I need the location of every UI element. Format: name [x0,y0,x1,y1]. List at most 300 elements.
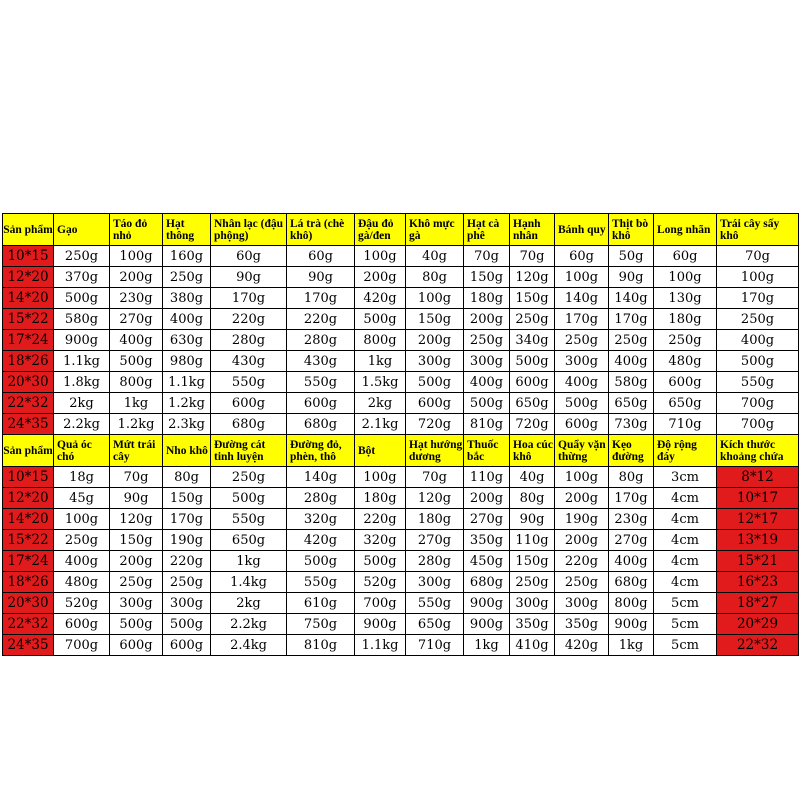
weight-cell: 250g [609,330,654,351]
weight-cell: 250g [510,309,555,330]
weight-cell: 810g [287,635,355,656]
weight-cell: 550g [211,372,287,393]
weight-cell: 800g [355,330,406,351]
weight-cell: 70g [110,467,163,488]
weight-cell: 650g [654,393,717,414]
weight-cell: 70g [717,246,799,267]
weight-cell: 5cm [654,635,717,656]
weight-cell: 200g [406,330,464,351]
column-header: Nhân lạc (đậu phộng) [211,214,287,246]
weight-cell: 500g [355,551,406,572]
weight-cell: 500g [406,372,464,393]
weight-cell: 750g [287,614,355,635]
bag-size-cell: 18*26 [3,351,54,372]
weight-cell: 120g [406,488,464,509]
weight-cell: 600g [510,372,555,393]
weight-cell: 60g [555,246,609,267]
weight-cell: 700g [355,593,406,614]
weight-cell: 220g [355,509,406,530]
weight-cell: 500g [355,309,406,330]
weight-cell: 700g [54,635,110,656]
capacity-size-cell: 20*29 [717,614,799,635]
weight-cell: 1.2kg [110,414,163,435]
weight-cell: 70g [510,246,555,267]
weight-cell: 720g [406,414,464,435]
column-header: Bánh quy [555,214,609,246]
bag-size-cell: 22*32 [3,393,54,414]
column-header: Gạo [54,214,110,246]
bag-size-cell: 17*24 [3,551,54,572]
column-header: Mứt trái cây [110,435,163,467]
weight-cell: 730g [609,414,654,435]
weight-cell: 480g [54,572,110,593]
weight-cell: 900g [464,593,510,614]
weight-cell: 900g [609,614,654,635]
weight-cell: 380g [163,288,211,309]
bag-size-cell: 22*32 [3,614,54,635]
weight-cell: 300g [464,351,510,372]
table-row [3,267,799,288]
weight-cell: 350g [555,614,609,635]
weight-cell: 500g [717,351,799,372]
weight-cell: 90g [609,267,654,288]
weight-cell: 500g [110,351,163,372]
column-header: Sản phẩm [3,214,54,246]
weight-cell: 710g [406,635,464,656]
weight-cell: 150g [163,488,211,509]
weight-cell: 600g [211,393,287,414]
weight-cell: 170g [717,288,799,309]
weight-cell: 100g [654,267,717,288]
weight-cell: 200g [555,488,609,509]
weight-cell: 420g [355,288,406,309]
table-row [3,572,799,593]
column-header: Trái cây sấy khô [717,214,799,246]
weight-cell: 4cm [654,509,717,530]
bag-size-cell: 10*15 [3,246,54,267]
column-header: Hoa cúc khô [510,435,555,467]
weight-cell: 90g [110,488,163,509]
weight-cell: 160g [163,246,211,267]
weight-cell: 220g [211,309,287,330]
weight-cell: 190g [555,509,609,530]
weight-cell: 700g [717,414,799,435]
weight-cell: 550g [406,593,464,614]
table-row [3,551,799,572]
weight-cell: 70g [464,246,510,267]
weight-cell: 4cm [654,551,717,572]
weight-cell: 5cm [654,614,717,635]
weight-cell: 980g [163,351,211,372]
weight-cell: 100g [406,288,464,309]
weight-cell: 180g [464,288,510,309]
column-header: Độ rộng đáy [654,435,717,467]
weight-cell: 170g [163,509,211,530]
weight-cell: 420g [287,530,355,551]
weight-cell: 200g [555,530,609,551]
weight-cell: 280g [287,330,355,351]
table-row [3,530,799,551]
column-header: Quả óc chó [54,435,110,467]
weight-cell: 810g [464,414,510,435]
weight-cell: 250g [510,572,555,593]
weight-cell: 250g [54,530,110,551]
weight-cell: 2.3kg [163,414,211,435]
table-row [3,309,799,330]
weight-cell: 550g [717,372,799,393]
weight-cell: 350g [464,530,510,551]
weight-cell: 150g [510,288,555,309]
weight-cell: 500g [163,614,211,635]
weight-cell: 190g [163,530,211,551]
weight-cell: 150g [110,530,163,551]
weight-cell: 300g [510,593,555,614]
column-header: Hạnh nhân [510,214,555,246]
weight-cell: 60g [287,246,355,267]
weight-cell: 50g [609,246,654,267]
weight-cell: 90g [211,267,287,288]
weight-cell: 450g [464,551,510,572]
weight-cell: 170g [609,488,654,509]
weight-cell: 1kg [464,635,510,656]
weight-cell: 90g [287,267,355,288]
weight-cell: 650g [406,614,464,635]
weight-cell: 700g [717,393,799,414]
column-header: Thuốc bắc [464,435,510,467]
bag-size-cell: 17*24 [3,330,54,351]
weight-cell: 270g [110,309,163,330]
weight-cell: 280g [211,330,287,351]
bag-size-cell: 20*30 [3,372,54,393]
weight-cell: 170g [555,309,609,330]
weight-cell: 60g [211,246,287,267]
weight-cell: 250g [464,330,510,351]
weight-cell: 300g [163,593,211,614]
weight-cell: 550g [287,572,355,593]
weight-cell: 650g [510,393,555,414]
column-header: Kẹo đường [609,435,654,467]
weight-cell: 480g [654,351,717,372]
table-row [3,351,799,372]
table-row [3,467,799,488]
column-header: Kích thước khoảng chứa [717,435,799,467]
weight-cell: 2.1kg [355,414,406,435]
weight-cell: 180g [355,488,406,509]
section2-header-row [3,435,799,467]
bag-size-cell: 24*35 [3,414,54,435]
weight-cell: 400g [464,372,510,393]
table-row [3,246,799,267]
weight-cell: 130g [654,288,717,309]
weight-cell: 680g [609,572,654,593]
weight-cell: 80g [609,467,654,488]
weight-cell: 430g [211,351,287,372]
column-header: Sản phẩm [3,435,54,467]
weight-cell: 600g [163,635,211,656]
weight-cell: 520g [355,572,406,593]
weight-cell: 70g [406,467,464,488]
weight-cell: 230g [609,509,654,530]
weight-cell: 270g [464,509,510,530]
weight-cell: 150g [406,309,464,330]
weight-cell: 100g [110,246,163,267]
weight-cell: 420g [555,635,609,656]
weight-cell: 2kg [54,393,110,414]
weight-cell: 90g [510,509,555,530]
weight-cell: 900g [355,614,406,635]
weight-cell: 410g [510,635,555,656]
weight-cell: 1kg [355,351,406,372]
weight-cell: 500g [555,393,609,414]
column-header: Táo đỏ nhỏ [110,214,163,246]
weight-cell: 1kg [609,635,654,656]
weight-cell: 250g [717,309,799,330]
weight-cell: 600g [54,614,110,635]
table-row [3,330,799,351]
weight-cell: 520g [54,593,110,614]
weight-cell: 320g [355,530,406,551]
weight-cell: 500g [110,614,163,635]
weight-cell: 600g [110,635,163,656]
weight-cell: 140g [287,467,355,488]
weight-cell: 300g [406,572,464,593]
weight-cell: 550g [211,509,287,530]
weight-cell: 280g [406,551,464,572]
weight-cell: 600g [654,372,717,393]
weight-cell: 110g [464,467,510,488]
weight-cell: 80g [163,467,211,488]
weight-cell: 200g [464,488,510,509]
weight-cell: 600g [287,393,355,414]
weight-cell: 3cm [654,467,717,488]
weight-cell: 250g [110,572,163,593]
weight-cell: 1kg [211,551,287,572]
table-row [3,414,799,435]
weight-cell: 140g [609,288,654,309]
weight-cell: 180g [406,509,464,530]
weight-cell: 650g [609,393,654,414]
weight-cell: 45g [54,488,110,509]
weight-cell: 250g [163,572,211,593]
weight-cell: 2kg [211,593,287,614]
table-row [3,288,799,309]
weight-cell: 2.2kg [54,414,110,435]
weight-cell: 60g [654,246,717,267]
column-header: Lá trà (chè khô) [287,214,355,246]
weight-cell: 270g [609,530,654,551]
weight-cell: 120g [510,267,555,288]
weight-cell: 1.8kg [54,372,110,393]
column-header: Long nhãn [654,214,717,246]
weight-cell: 500g [287,551,355,572]
weight-cell: 170g [609,309,654,330]
weight-cell: 110g [510,530,555,551]
weight-cell: 500g [510,351,555,372]
bag-size-cell: 12*20 [3,267,54,288]
weight-cell: 200g [110,551,163,572]
bag-size-cell: 15*22 [3,309,54,330]
weight-cell: 600g [555,414,609,435]
weight-cell: 250g [555,572,609,593]
weight-cell: 220g [555,551,609,572]
weight-cell: 1.1kg [54,351,110,372]
capacity-size-cell: 8*12 [717,467,799,488]
table-row [3,372,799,393]
column-header: Hạt thông [163,214,211,246]
weight-cell: 2kg [355,393,406,414]
weight-cell: 170g [211,288,287,309]
weight-cell: 1kg [110,393,163,414]
weight-cell: 100g [54,509,110,530]
weight-cell: 400g [54,551,110,572]
column-header: Hạt cà phê [464,214,510,246]
weight-cell: 100g [355,467,406,488]
weight-cell: 250g [54,246,110,267]
table-row [3,614,799,635]
weight-cell: 500g [54,288,110,309]
capacity-size-cell: 16*23 [717,572,799,593]
weight-cell: 4cm [654,530,717,551]
bag-size-cell: 24*35 [3,635,54,656]
bag-size-cell: 12*20 [3,488,54,509]
weight-cell: 200g [464,309,510,330]
size-weight-table [2,213,799,656]
column-header: Đường cát tinh luyện [211,435,287,467]
weight-cell: 400g [609,551,654,572]
weight-cell: 400g [609,351,654,372]
column-header: Khô mực gà [406,214,464,246]
weight-cell: 300g [555,593,609,614]
weight-cell: 220g [287,309,355,330]
bag-size-cell: 20*30 [3,593,54,614]
capacity-size-cell: 13*19 [717,530,799,551]
column-header: Đậu đỏ gà/đen [355,214,406,246]
weight-cell: 680g [211,414,287,435]
weight-cell: 100g [555,467,609,488]
capacity-size-cell: 18*27 [717,593,799,614]
weight-cell: 680g [287,414,355,435]
weight-cell: 900g [464,614,510,635]
column-header: Thịt bò khô [609,214,654,246]
weight-cell: 320g [287,509,355,530]
weight-cell: 230g [110,288,163,309]
weight-cell: 550g [287,372,355,393]
weight-cell: 200g [355,267,406,288]
weight-cell: 120g [110,509,163,530]
weight-cell: 170g [287,288,355,309]
column-header: Hạt hướng dương [406,435,464,467]
weight-cell: 350g [510,614,555,635]
weight-cell: 180g [654,309,717,330]
weight-cell: 720g [510,414,555,435]
capacity-size-cell: 22*32 [717,635,799,656]
weight-cell: 1.1kg [163,372,211,393]
weight-cell: 1.4kg [211,572,287,593]
weight-cell: 300g [406,351,464,372]
weight-cell: 370g [54,267,110,288]
weight-cell: 140g [555,288,609,309]
weight-cell: 200g [110,267,163,288]
weight-cell: 40g [406,246,464,267]
weight-cell: 1.5kg [355,372,406,393]
weight-cell: 250g [654,330,717,351]
section1-header-row [3,214,799,246]
weight-cell: 100g [717,267,799,288]
weight-cell: 1.2kg [163,393,211,414]
column-header: Bột [355,435,406,467]
weight-cell: 4cm [654,488,717,509]
weight-cell: 5cm [654,593,717,614]
weight-cell: 4cm [654,572,717,593]
bag-size-cell: 14*20 [3,288,54,309]
weight-cell: 650g [211,530,287,551]
weight-cell: 150g [510,551,555,572]
weight-cell: 580g [609,372,654,393]
weight-cell: 220g [163,551,211,572]
column-header: Đường đỏ, phèn, thô [287,435,355,467]
weight-cell: 400g [110,330,163,351]
weight-cell: 80g [510,488,555,509]
weight-cell: 630g [163,330,211,351]
weight-cell: 2.4kg [211,635,287,656]
weight-cell: 500g [464,393,510,414]
column-header: Nho khô [163,435,211,467]
weight-cell: 710g [654,414,717,435]
weight-cell: 500g [211,488,287,509]
weight-cell: 2.2kg [211,614,287,635]
weight-cell: 600g [406,393,464,414]
bag-size-cell: 18*26 [3,572,54,593]
bag-size-cell: 15*22 [3,530,54,551]
weight-cell: 250g [163,267,211,288]
weight-cell: 100g [355,246,406,267]
table-row [3,488,799,509]
table-row [3,593,799,614]
bag-size-cell: 10*15 [3,467,54,488]
weight-cell: 18g [54,467,110,488]
capacity-size-cell: 10*17 [717,488,799,509]
weight-cell: 40g [510,467,555,488]
weight-cell: 280g [287,488,355,509]
weight-cell: 900g [54,330,110,351]
weight-cell: 680g [464,572,510,593]
weight-cell: 80g [406,267,464,288]
table-row [3,509,799,530]
weight-cell: 610g [287,593,355,614]
weight-cell: 800g [110,372,163,393]
weight-cell: 300g [110,593,163,614]
weight-cell: 400g [163,309,211,330]
weight-cell: 1.1kg [355,635,406,656]
table-body [3,214,799,656]
weight-cell: 800g [609,593,654,614]
weight-cell: 430g [287,351,355,372]
weight-cell: 580g [54,309,110,330]
weight-cell: 250g [555,330,609,351]
column-header: Quẩy vặn thừng [555,435,609,467]
weight-cell: 300g [555,351,609,372]
weight-cell: 270g [406,530,464,551]
table-row [3,393,799,414]
weight-cell: 400g [555,372,609,393]
capacity-size-cell: 15*21 [717,551,799,572]
weight-cell: 150g [464,267,510,288]
bag-size-cell: 14*20 [3,509,54,530]
weight-cell: 250g [211,467,287,488]
table-row [3,635,799,656]
weight-cell: 100g [555,267,609,288]
weight-cell: 400g [717,330,799,351]
